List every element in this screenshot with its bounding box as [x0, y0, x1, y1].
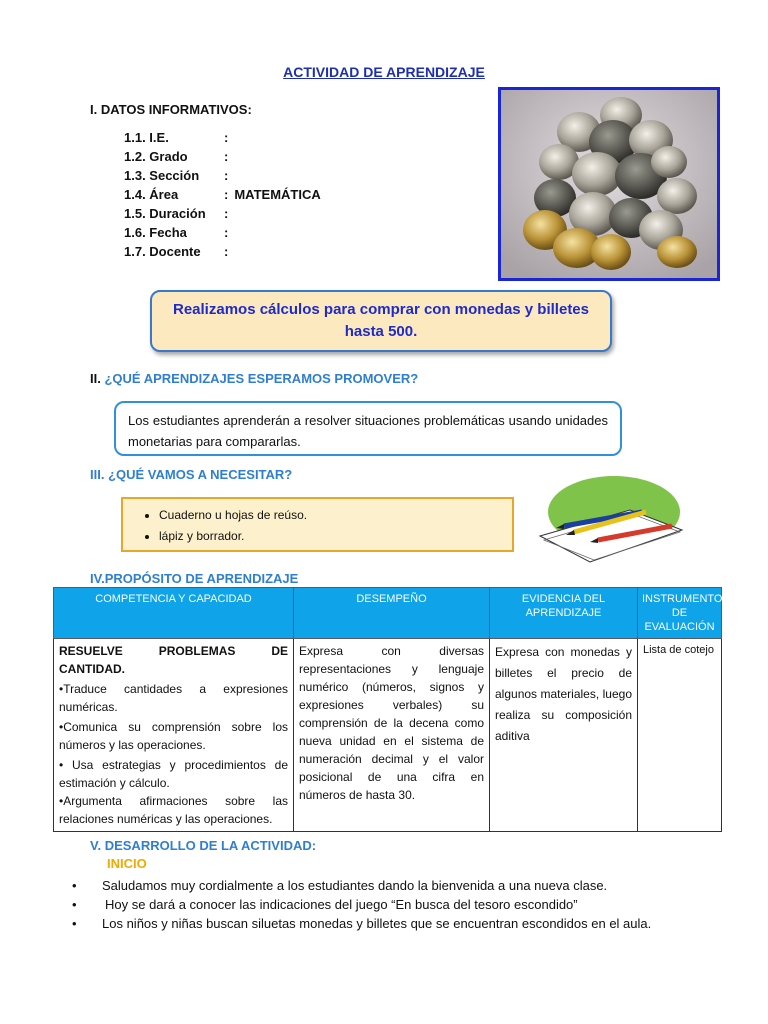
materials-box — [121, 497, 514, 552]
info-label: 1.4. Área — [124, 187, 179, 202]
column-header: EVIDENCIA DEL APRENDIZAJE — [490, 588, 638, 639]
instrumento-cell: Lista de cotejo — [638, 639, 722, 832]
activity-headline: Realizamos cálculos para comprar con monedas y billetes hasta 500. — [150, 290, 612, 352]
info-colon: : — [224, 244, 229, 259]
table-row — [54, 639, 722, 832]
bullet-icon: • — [72, 878, 77, 893]
info-row — [124, 187, 321, 206]
inicio-heading: INICIO — [107, 856, 147, 871]
info-colon: : — [224, 130, 229, 145]
info-label: 1.7. Docente — [124, 244, 201, 259]
table-header-row — [54, 588, 722, 639]
section-title: ¿QUÉ VAMOS A NECESITAR? — [108, 467, 293, 482]
info-label: 1.1. I.E. — [124, 130, 169, 145]
bullet-icon: • — [72, 916, 77, 931]
desarrollo-list — [68, 876, 708, 933]
capacidad-item: •Argumenta afirmaciones sobre las relaciones numéricas y las operaciones. — [59, 794, 288, 826]
capacidad-item: • Usa estrategias y procedimientos de estimación y cálculo. — [59, 758, 288, 790]
info-label: 1.2. Grado — [124, 149, 188, 164]
info-value: MATEMÁTICA — [234, 187, 321, 202]
info-label: 1.5. Duración — [124, 206, 206, 221]
column-header: DESEMPEÑO — [294, 588, 490, 639]
info-row — [124, 244, 321, 263]
column-header: INSTRUMENTO DE EVALUACIÓN — [638, 588, 722, 639]
info-label: 1.6. Fecha — [124, 225, 187, 240]
info-colon: : — [224, 149, 229, 164]
datos-informativos-list — [124, 130, 321, 263]
info-row — [124, 149, 321, 168]
capacidad-item: •Comunica su comprensión sobre los números y las operaciones. — [59, 720, 288, 752]
section-necesitar-heading — [90, 467, 292, 482]
evidencia-cell: Expresa con monedas y billetes el precio de algunos materiales, luego realiza su composición aditiva — [490, 639, 638, 832]
material-item: • Cuaderno u hojas de reúso. — [159, 505, 512, 526]
info-colon: : — [224, 187, 229, 202]
capacidad-item: •Traduce cantidades a expresiones numéricas. — [59, 682, 288, 714]
aprendizajes-text: Los estudiantes aprenderán a resolver situaciones problemáticas usando unidades monetarias para compararlas. — [114, 401, 622, 456]
bullet-icon: • — [72, 897, 77, 912]
section-proposito-heading — [90, 571, 298, 586]
coins-photo — [498, 87, 720, 281]
section-desarrollo-heading: V. DESARROLLO DE LA ACTIVIDAD: — [90, 838, 317, 853]
section-title: ¿QUÉ APRENDIZAJES ESPERAMOS PROMOVER? — [104, 371, 419, 386]
page-title: ACTIVIDAD DE APRENDIZAJE — [283, 64, 485, 80]
info-row — [124, 168, 321, 187]
section-number: III. — [90, 467, 105, 482]
info-row — [124, 206, 321, 225]
column-header: COMPETENCIA Y CAPACIDAD — [54, 588, 294, 639]
section-title: PROPÓSITO DE APRENDIZAJE — [104, 571, 299, 586]
section-aprendizajes-heading — [90, 371, 418, 386]
info-row — [124, 225, 321, 244]
info-label: 1.3. Sección — [124, 168, 200, 183]
list-item: • Saludamos muy cordialmente a los estudiantes dando la bienvenida a una nueva clase. — [68, 876, 708, 895]
section-datos-heading: I. DATOS INFORMATIVOS: — [90, 102, 252, 117]
section-number: II. — [90, 371, 101, 386]
list-item: • Hoy se dará a conocer las indicaciones del juego “En busca del tesoro escondido” — [68, 895, 708, 914]
info-row — [124, 130, 321, 149]
info-colon: : — [224, 225, 229, 240]
competencia-cell — [54, 639, 294, 832]
section-number: IV. — [90, 571, 105, 586]
competencia-title: RESUELVE PROBLEMAS DE CANTIDAD. — [59, 644, 288, 676]
list-item: • Los niños y niñas buscan siluetas monedas y billetes que se encuentran escondidos en el aula. — [68, 914, 708, 933]
pencils-illustration — [534, 474, 684, 564]
coins-image-icon — [501, 90, 717, 278]
info-colon: : — [224, 206, 229, 221]
pencil-paper-icon — [534, 474, 684, 564]
material-item: • lápiz y borrador. — [159, 526, 512, 547]
proposito-table — [53, 587, 722, 832]
desempeno-cell: Expresa con diversas representaciones y lenguaje numérico (números, signos y expresiones verbales) su comprensión de la decena como nueva unidad en el sistema de numeración decimal y el valor posicional de una cifra en números de hasta 30. — [294, 639, 490, 832]
info-colon: : — [224, 168, 229, 183]
